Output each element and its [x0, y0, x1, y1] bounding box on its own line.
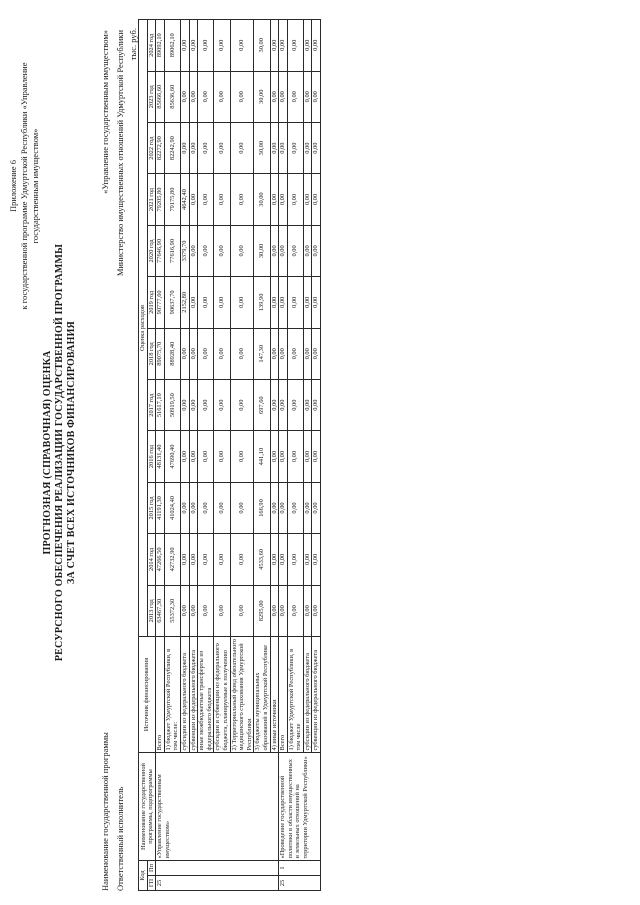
- cell-amount: 0,00: [198, 20, 214, 72]
- cell-amount: 0,00: [287, 482, 303, 533]
- cell-pp-code: 1: [279, 861, 321, 876]
- cell-amount: 89062,10: [164, 20, 180, 72]
- header-year: 2021 год: [147, 174, 156, 225]
- table-row: [279, 20, 288, 891]
- header-year: 2015 год: [147, 482, 156, 533]
- cell-amount: 0,00: [189, 482, 198, 533]
- cell-amount: 30,00: [254, 20, 270, 72]
- cell-amount: 441,10: [254, 431, 270, 482]
- cell-amount: 41024,40: [164, 482, 180, 533]
- cell-amount: 0,00: [214, 482, 230, 533]
- cell-funding-source: субвенции из федерального бюджета: [312, 637, 321, 753]
- cell-amount: 90777,60: [156, 277, 165, 328]
- cell-amount: 0,00: [189, 225, 198, 276]
- cell-amount: 50919,50: [164, 379, 180, 430]
- document-title: [42, 0, 78, 905]
- cell-amount: 0,00: [303, 20, 312, 72]
- cell-amount: 0,00: [180, 20, 189, 72]
- cell-amount: 0,00: [180, 431, 189, 482]
- appendix-line: Приложение 6: [8, 160, 18, 212]
- cell-amount: 0,00: [279, 379, 288, 430]
- cell-amount: 0,00: [198, 174, 214, 225]
- cell-amount: 0,00: [279, 20, 288, 72]
- cell-amount: 0,00: [303, 482, 312, 533]
- cell-amount: 0,00: [287, 122, 303, 173]
- cell-amount: 0,00: [287, 71, 303, 122]
- cell-amount: 0,00: [180, 534, 189, 585]
- cell-pp-code: [156, 861, 279, 876]
- cell-amount: 0,00: [287, 534, 303, 585]
- cell-amount: 4533,60: [254, 534, 270, 585]
- cell-amount: 48131,40: [156, 431, 165, 482]
- cell-amount: 0,00: [279, 174, 288, 225]
- cell-amount: 0,00: [214, 534, 230, 585]
- cell-amount: 0,00: [312, 20, 321, 72]
- cell-amount: 0,00: [312, 585, 321, 636]
- cell-amount: 0,00: [270, 71, 279, 122]
- cell-gp-code: 25: [156, 876, 279, 891]
- cell-amount: 0,00: [189, 277, 198, 328]
- cell-amount: 0,00: [214, 277, 230, 328]
- cell-amount: 0,00: [287, 379, 303, 430]
- cell-amount: 0,00: [230, 585, 254, 636]
- cell-gp-code: 25: [279, 876, 321, 891]
- program-name-label: Наименование государственной программы: [100, 732, 110, 891]
- cell-amount: 0,00: [198, 277, 214, 328]
- cell-amount: 3379,70: [180, 225, 189, 276]
- cell-amount: 0,00: [287, 431, 303, 482]
- cell-amount: 77646,90: [156, 225, 165, 276]
- cell-amount: 0,00: [279, 534, 288, 585]
- title-line: ЗА СЧЕТ ВСЕХ ИСТОЧНИКОВ ФИНАНСИРОВАНИЯ: [66, 321, 77, 584]
- cell-amount: 0,00: [303, 225, 312, 276]
- cell-amount: 0,00: [279, 122, 288, 173]
- cell-amount: 41191,30: [156, 482, 165, 533]
- cell-amount: 0,00: [270, 482, 279, 533]
- title-line: ПРОГНОЗНАЯ (СПРАВОЧНАЯ) ОЦЕНКА: [42, 350, 53, 555]
- cell-amount: 0,00: [230, 20, 254, 72]
- cell-amount: 0,00: [270, 174, 279, 225]
- cell-amount: 0,00: [312, 379, 321, 430]
- cell-amount: 0,00: [312, 534, 321, 585]
- cell-amount: 0,00: [303, 174, 312, 225]
- cell-amount: 77616,90: [164, 225, 180, 276]
- cell-funding-source: 1) бюджет Удмуртской Республики, в том числе: [287, 637, 303, 753]
- cell-amount: 0,00: [180, 122, 189, 173]
- cell-amount: 0,00: [230, 379, 254, 430]
- cell-amount: 0,00: [214, 431, 230, 482]
- cell-amount: 0,00: [189, 174, 198, 225]
- cell-amount: 0,00: [230, 122, 254, 173]
- header-year: 2018 год: [147, 328, 156, 379]
- cell-funding-source: субвенции из федерального бюджета: [189, 637, 198, 753]
- header-year: 2024 год: [147, 20, 156, 72]
- cell-amount: 0,00: [279, 585, 288, 636]
- cell-amount: 0,00: [303, 328, 312, 379]
- cell-amount: 0,00: [214, 585, 230, 636]
- cell-amount: 0,00: [214, 225, 230, 276]
- cell-funding-source: Всего: [156, 637, 165, 753]
- cell-amount: 0,00: [198, 534, 214, 585]
- cell-amount: 0,00: [270, 122, 279, 173]
- cell-amount: 63467,30: [156, 585, 165, 636]
- cell-amount: 0,00: [198, 379, 214, 430]
- cell-amount: 0,00: [230, 431, 254, 482]
- cell-amount: 89092,10: [156, 20, 165, 72]
- cell-amount: 0,00: [287, 277, 303, 328]
- cell-amount: 90637,70: [164, 277, 180, 328]
- header-pp: Пп: [147, 861, 156, 876]
- cell-amount: 30,00: [254, 71, 270, 122]
- cell-amount: 85666,60: [156, 71, 165, 122]
- cell-amount: 0,00: [279, 225, 288, 276]
- cell-amount: 82272,90: [156, 122, 165, 173]
- cell-amount: 0,00: [198, 431, 214, 482]
- cell-amount: 2152,80: [180, 277, 189, 328]
- header-year: 2014 год: [147, 534, 156, 585]
- cell-amount: 0,00: [270, 585, 279, 636]
- cell-amount: 0,00: [270, 20, 279, 72]
- title-line: РЕСУРСНОГО ОБЕСПЕЧЕНИЯ РЕАЛИЗАЦИИ ГОСУДАРСТВЕННОЙ ПРОГРАММЫ: [54, 243, 65, 662]
- cell-funding-source: субсидии и субвенции из федерального бюджета, планируемые к получению: [214, 637, 230, 753]
- cell-amount: 30,00: [254, 225, 270, 276]
- cell-amount: 0,00: [214, 122, 230, 173]
- cell-amount: 0,00: [312, 174, 321, 225]
- cell-amount: 147,30: [254, 328, 270, 379]
- cell-amount: 0,00: [214, 379, 230, 430]
- cell-amount: 0,00: [230, 225, 254, 276]
- cell-amount: 4642,40: [180, 174, 189, 225]
- cell-amount: 88928,40: [164, 328, 180, 379]
- cell-amount: 0,00: [180, 71, 189, 122]
- cell-amount: 0,00: [303, 585, 312, 636]
- header-code: Код: [139, 861, 148, 891]
- executor-label: Ответственный исполнитель: [115, 786, 125, 891]
- cell-amount: 0,00: [303, 431, 312, 482]
- header-estimate: Оценка расходов: [139, 20, 148, 637]
- cell-amount: 0,00: [180, 482, 189, 533]
- cell-funding-source: Всего: [279, 637, 288, 753]
- header-source: Источник финансирования: [139, 637, 156, 753]
- cell-amount: 0,00: [214, 71, 230, 122]
- header-year: 2016 год: [147, 431, 156, 482]
- cell-amount: 0,00: [312, 225, 321, 276]
- cell-amount: 697,60: [254, 379, 270, 430]
- cell-amount: 82242,90: [164, 122, 180, 173]
- cell-amount: 0,00: [270, 277, 279, 328]
- cell-amount: 0,00: [312, 71, 321, 122]
- cell-amount: 30,00: [254, 174, 270, 225]
- cell-amount: 79205,80: [156, 174, 165, 225]
- cell-funding-source: субсидии из федерального бюджета: [303, 637, 312, 753]
- cell-amount: 0,00: [279, 328, 288, 379]
- cell-amount: 0,00: [198, 71, 214, 122]
- table-row: [156, 20, 165, 891]
- cell-amount: 0,00: [279, 431, 288, 482]
- cell-amount: 0,00: [189, 379, 198, 430]
- cell-amount: 42732,90: [164, 534, 180, 585]
- cell-amount: 0,00: [180, 328, 189, 379]
- cell-amount: 0,00: [189, 122, 198, 173]
- cell-amount: 0,00: [189, 71, 198, 122]
- cell-amount: 0,00: [279, 71, 288, 122]
- cell-amount: 0,00: [303, 534, 312, 585]
- cell-funding-source: 4) иные источники: [270, 637, 279, 753]
- program-name-value: «Управление государственным имуществом»: [100, 30, 110, 194]
- cell-amount: 0,00: [312, 482, 321, 533]
- cell-amount: 47690,40: [164, 431, 180, 482]
- cell-amount: 0,00: [230, 328, 254, 379]
- cell-funding-source: 3) бюджеты муниципальных образований в Удмуртской Республике: [254, 637, 270, 753]
- cell-amount: 0,00: [303, 379, 312, 430]
- cell-amount: 0,00: [189, 431, 198, 482]
- cell-funding-source: субсидии из федерального бюджета: [180, 637, 189, 753]
- cell-amount: 0,00: [312, 431, 321, 482]
- header-gp: ГП: [147, 876, 156, 891]
- cell-amount: 0,00: [198, 225, 214, 276]
- cell-amount: 0,00: [214, 174, 230, 225]
- cell-amount: 0,00: [230, 482, 254, 533]
- header-year: 2017 год: [147, 379, 156, 430]
- cell-amount: 0,00: [287, 225, 303, 276]
- cell-amount: 0,00: [180, 379, 189, 430]
- header-year: 2023 год: [147, 71, 156, 122]
- cell-amount: 0,00: [279, 277, 288, 328]
- cell-amount: 85636,60: [164, 71, 180, 122]
- cell-amount: 0,00: [270, 328, 279, 379]
- header-year: 2020 год: [147, 225, 156, 276]
- cell-amount: 0,00: [270, 379, 279, 430]
- header-program-name: Наименование государственной программы, подпрограммы: [139, 753, 156, 861]
- cell-amount: 0,00: [180, 585, 189, 636]
- cell-amount: 0,00: [198, 328, 214, 379]
- cell-amount: 139,90: [254, 277, 270, 328]
- cell-amount: 0,00: [287, 585, 303, 636]
- cell-amount: 0,00: [270, 225, 279, 276]
- units-label: тыс. руб.: [128, 28, 138, 61]
- cell-amount: 0,00: [303, 277, 312, 328]
- cell-amount: 0,00: [214, 20, 230, 72]
- cell-amount: 0,00: [287, 20, 303, 72]
- cell-amount: 0,00: [198, 122, 214, 173]
- cell-amount: 55372,30: [164, 585, 180, 636]
- cell-amount: 0,00: [287, 174, 303, 225]
- appendix-line: государственным имуществом»: [30, 128, 40, 244]
- cell-funding-source: иные межбюджетные трансферты из федерального бюджета: [198, 637, 214, 753]
- header-year: 2022 год: [147, 122, 156, 173]
- cell-amount: 0,00: [270, 431, 279, 482]
- cell-amount: 0,00: [230, 534, 254, 585]
- cell-amount: 30,00: [254, 122, 270, 173]
- cell-amount: 0,00: [279, 482, 288, 533]
- cell-amount: 0,00: [198, 482, 214, 533]
- header-year: 2019 год: [147, 277, 156, 328]
- cell-program-name: «Управление государственным имуществом»: [156, 753, 279, 861]
- cell-amount: 0,00: [312, 277, 321, 328]
- cell-amount: 79175,80: [164, 174, 180, 225]
- cell-amount: 0,00: [230, 174, 254, 225]
- resource-table: [138, 19, 321, 891]
- cell-amount: 0,00: [312, 122, 321, 173]
- cell-amount: 0,00: [303, 122, 312, 173]
- cell-amount: 0,00: [198, 585, 214, 636]
- cell-amount: 0,00: [312, 328, 321, 379]
- header-year: 2013 год: [147, 585, 156, 636]
- cell-amount: 0,00: [189, 534, 198, 585]
- cell-amount: 0,00: [230, 277, 254, 328]
- appendix-line: к государственной программе Удмуртской Республики «Управление: [19, 62, 29, 310]
- cell-amount: 8295,00: [254, 585, 270, 636]
- cell-funding-source: 2) Территориальный фонд обязательного медицинского страхования Удмуртской Республики: [230, 637, 254, 753]
- cell-amount: 0,00: [230, 71, 254, 122]
- cell-amount: 0,00: [189, 20, 198, 72]
- cell-program-name: «Проведение государственной политики в области имущественных и земельных отношений на территории Удмуртской Республики»: [279, 753, 321, 861]
- cell-amount: 47266,50: [156, 534, 165, 585]
- appendix-note: [8, 36, 41, 336]
- cell-amount: 0,00: [287, 328, 303, 379]
- cell-amount: 51617,10: [156, 379, 165, 430]
- cell-amount: 166,90: [254, 482, 270, 533]
- cell-amount: 0,00: [270, 534, 279, 585]
- cell-amount: 0,00: [189, 328, 198, 379]
- cell-amount: 0,00: [189, 585, 198, 636]
- executor-value: Министерство имущественных отношений Удмуртской Республики: [115, 30, 125, 277]
- cell-funding-source: 1) бюджет Удмуртской Республики, в том числе:: [164, 637, 180, 753]
- cell-amount: 0,00: [214, 328, 230, 379]
- cell-amount: 0,00: [303, 71, 312, 122]
- cell-amount: 89075,70: [156, 328, 165, 379]
